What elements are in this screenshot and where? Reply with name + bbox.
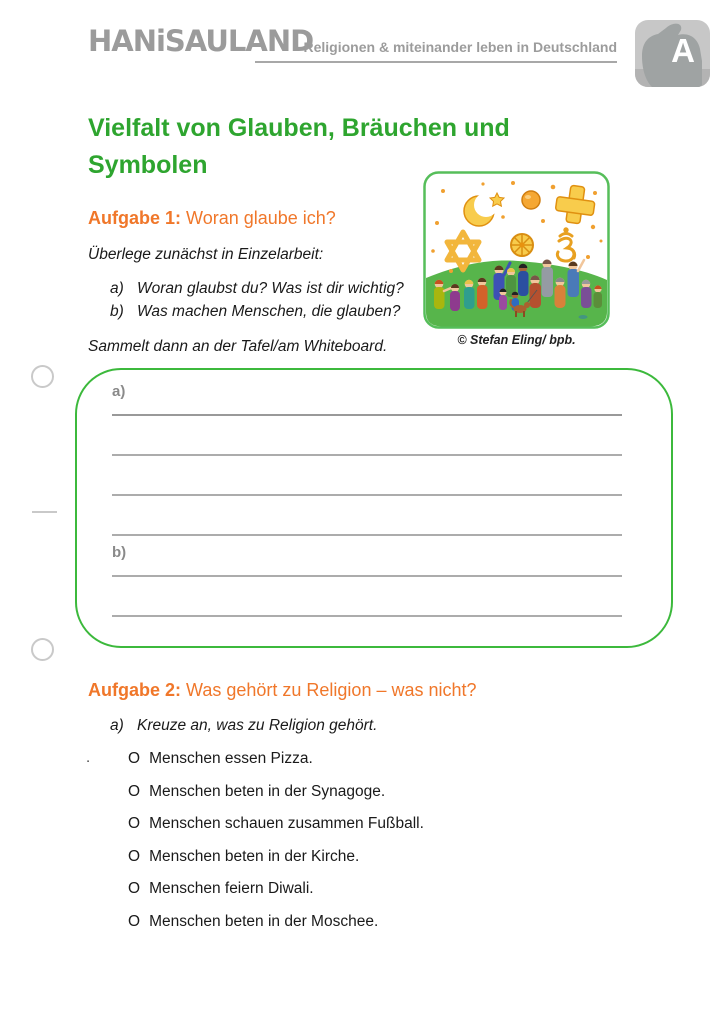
task1-items xyxy=(110,277,404,323)
option-checkbox[interactable]: O xyxy=(128,880,141,898)
write-line[interactable] xyxy=(112,414,622,416)
item-marker: a) xyxy=(110,280,124,297)
illustration-caption: © Stefan Eling/ bpb. xyxy=(457,333,576,347)
stray-period: . xyxy=(86,749,91,766)
task2-label: Aufgabe 2: xyxy=(88,680,182,700)
write-line[interactable] xyxy=(112,534,622,536)
option-row xyxy=(128,815,424,848)
write-line[interactable] xyxy=(112,615,622,617)
section-tab xyxy=(635,20,710,87)
option-row xyxy=(128,848,424,881)
option-text: Menschen beten in der Kirche. xyxy=(149,847,360,865)
punch-hole-bottom xyxy=(31,638,54,661)
option-row xyxy=(128,913,424,946)
write-line[interactable] xyxy=(112,494,622,496)
option-checkbox[interactable]: O xyxy=(128,750,141,767)
option-checkbox[interactable]: O xyxy=(128,782,141,800)
answer-label-b: b) xyxy=(112,544,127,561)
task1-item-a xyxy=(110,277,404,300)
option-checkbox[interactable]: O xyxy=(128,815,141,833)
task2-instruction xyxy=(110,717,377,735)
task1-label: Aufgabe 1: xyxy=(88,208,182,228)
page-title: Vielfalt von Glauben, Bräuchen und Symbolen xyxy=(88,114,510,179)
option-text: Menschen feiern Diwali. xyxy=(149,880,314,898)
hanisauland-logo: HANiSAULAND xyxy=(88,24,314,58)
write-line[interactable] xyxy=(112,575,622,577)
option-text: Menschen beten in der Synagoge. xyxy=(149,782,386,800)
option-row xyxy=(128,750,424,783)
option-text: Menschen essen Pizza. xyxy=(149,750,313,767)
task1-item-b xyxy=(110,300,404,323)
options-list xyxy=(128,750,424,946)
header-topic: Religionen & miteinander leben in Deutschland xyxy=(303,39,617,55)
dharma-wheel-icon xyxy=(511,234,533,256)
option-text: Menschen schauen zusammen Fußball. xyxy=(149,815,424,833)
punch-hole-top xyxy=(31,365,54,388)
header-rule xyxy=(255,61,617,63)
option-text: Menschen beten in der Moschee. xyxy=(149,912,379,930)
answer-box xyxy=(75,368,673,648)
tab-letter: A xyxy=(671,32,695,69)
option-row xyxy=(128,880,424,913)
option-row xyxy=(128,783,424,816)
option-checkbox[interactable]: O xyxy=(128,847,141,865)
task2-question: Was gehört zu Religion – was nicht? xyxy=(186,680,477,700)
orange-ball-icon xyxy=(522,191,540,209)
item-text: Woran glaubst du? Was ist dir wichtig? xyxy=(137,280,404,297)
task1-intro: Überlege zunächst in Einzelarbeit: xyxy=(88,246,324,263)
task1-heading xyxy=(88,208,336,229)
fold-mark xyxy=(32,511,57,513)
task1-outro: Sammelt dann an der Tafel/am Whiteboard. xyxy=(88,338,388,355)
task1-question: Woran glaube ich? xyxy=(186,208,336,228)
item-text: Kreuze an, was zu Religion gehört. xyxy=(137,717,378,734)
item-marker: a) xyxy=(110,717,124,734)
item-text: Was machen Menschen, die glauben? xyxy=(137,303,401,320)
religions-illustration xyxy=(423,171,610,329)
write-line[interactable] xyxy=(112,454,622,456)
answer-label-a: a) xyxy=(112,383,126,400)
option-checkbox[interactable]: O xyxy=(128,912,141,930)
item-marker: b) xyxy=(110,303,124,320)
task2-heading xyxy=(88,680,477,701)
